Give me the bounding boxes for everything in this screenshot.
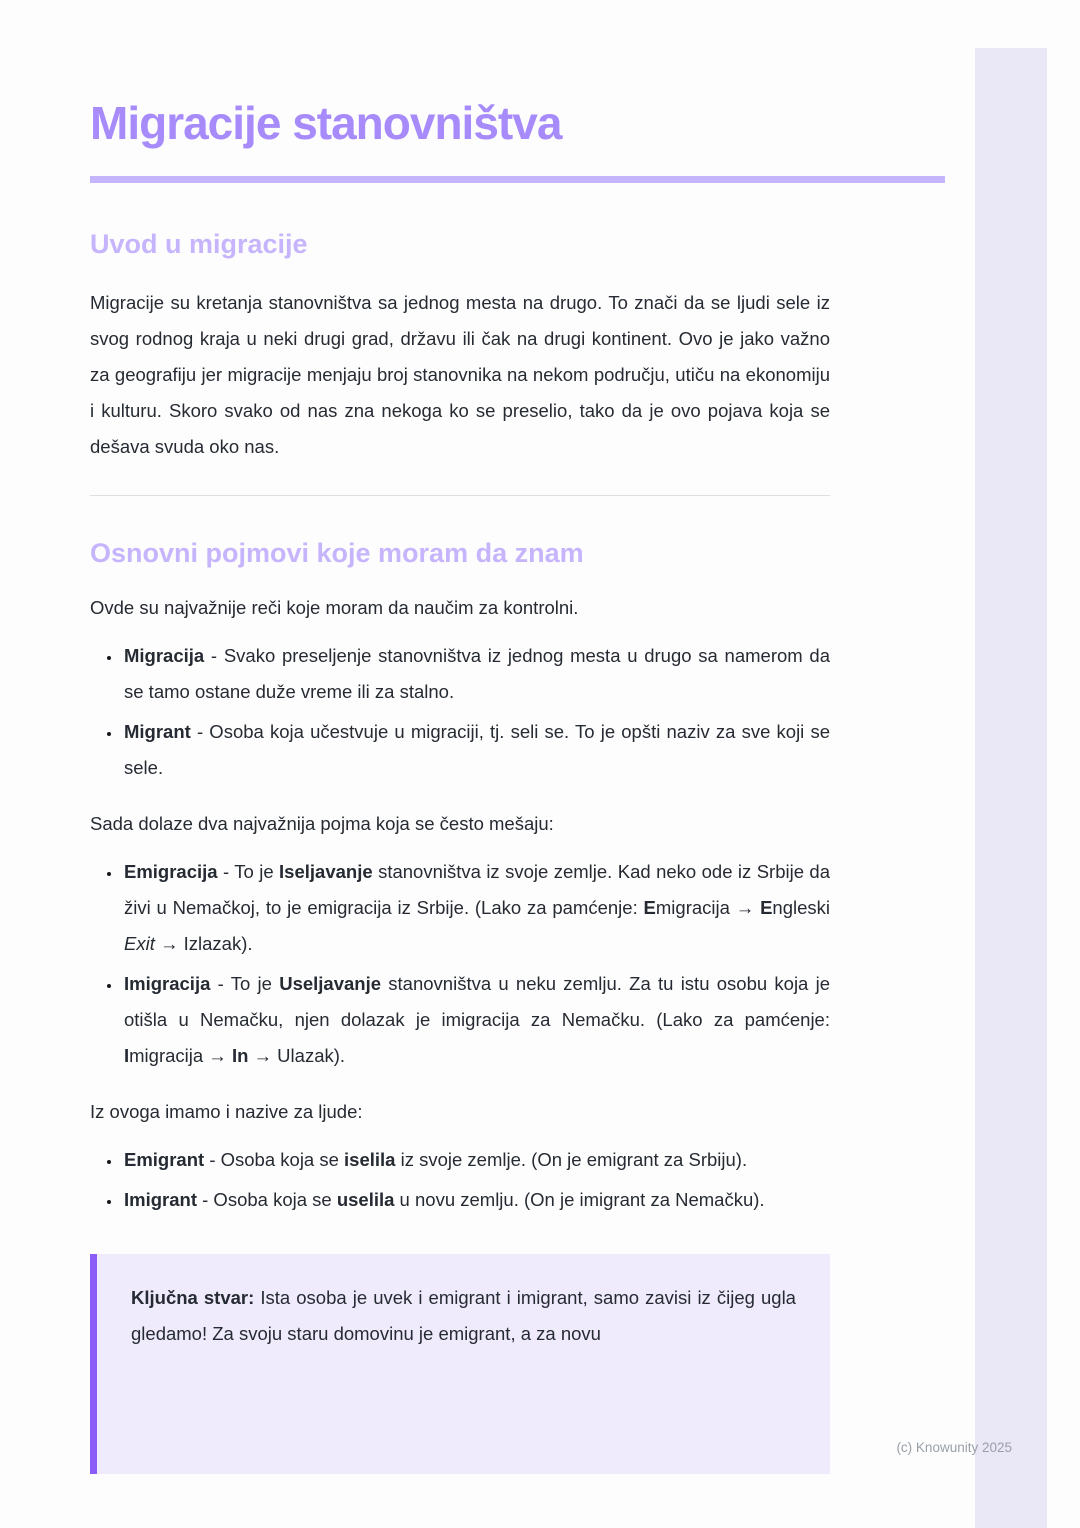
basic-terms-list: [90, 638, 830, 786]
intro-paragraph: Migracije su kretanja stanovništva sa jednog mesta na drugo. To znači da se ljudi sele iz svog rodnog kraja u neki drugi grad, državu ili čak na drugi kontinent. Ovo je jako važno za geografiju jer migracije menjaju broj stanovnika na nekom području, utiču na ekonomiju i kulturu. Skoro svako od nas zna nekoga ko se preselio, tako da je ovo pojava koja se dešava svuda oko nas.: [90, 292, 830, 457]
term-bullet-emigrant: • Emigrant - Osoba koja se iselila iz svoje zemlje. (On je emigrant za Srbiju).: [122, 1142, 830, 1178]
confusion-lead-paragraph: Sada dolaze dva najvažnija pojma koja se često mešaju:: [90, 813, 554, 834]
term-bullet-migracija: • Migracija - Svako preseljenje stanovništva iz jednog mesta u drugo sa namerom da se tamo ostane duže vreme ili za stalno.: [122, 638, 830, 710]
terms-lead-paragraph: Ovde su najvažnije reči koje moram da naučim za kontrolni.: [90, 597, 579, 618]
copyright-note: (c) Knowunity 2025: [896, 1440, 1012, 1455]
section-heading-terms: Osnovni pojmovi koje moram da znam: [90, 538, 584, 568]
section-divider: [90, 495, 830, 496]
term-bullet-migrant: • Migrant - Osoba koja učestvuje u migraciji, tj. seli se. To je opšti naziv za sve koji se sele.: [122, 714, 830, 786]
section-heading-intro: Uvod u migracije: [90, 229, 308, 259]
key-point-text: Ključna stvar: Ista osoba je uvek i emigrant i imigrant, samo zavisi iz čijeg ugla gledamo! Za svoju staru domovinu je emigrant, a za novu: [131, 1287, 796, 1344]
document-content: [90, 0, 830, 1474]
term-bullet-imigrant: • Imigrant - Osoba koja se uselila u novu zemlju. (On je imigrant za Nemačku).: [122, 1182, 830, 1218]
page-title: Migracije stanovništva: [90, 97, 562, 149]
term-bullet-emigracija: • Emigracija - To je Iseljavanje stanovništva iz svoje zemlje. Kad neko ode iz Srbije da živi u Nemačkoj, to je emigracija iz Srbije. (Lako za pamćenje: Emigracija → Engleski Exit → Izlazak).: [122, 854, 830, 962]
key-point-callout: [90, 1254, 830, 1474]
page-margin-strip: [975, 48, 1047, 1528]
people-terms-list: [90, 1142, 830, 1218]
concept-terms-list: [90, 854, 830, 1074]
title-divider: [90, 176, 945, 183]
term-bullet-imigracija: • Imigracija - To je Useljavanje stanovništva u neku zemlju. Za tu istu osobu koja je otišla u Nemačku, njen dolazak je imigracija za Nemačku. (Lako za pamćenje: Imigracija → In → Ulazak).: [122, 966, 830, 1074]
people-lead-paragraph: Iz ovoga imamo i nazive za ljude:: [90, 1101, 363, 1122]
